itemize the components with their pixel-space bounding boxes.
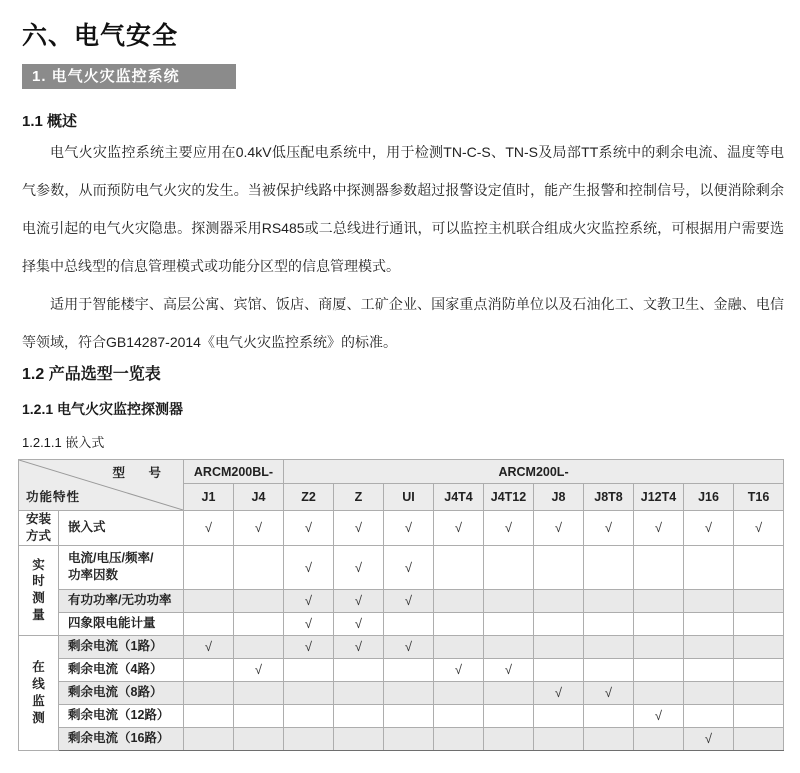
product-selection-table-wrap xyxy=(18,459,784,751)
check-mark-cell: √ xyxy=(284,589,334,612)
empty-cell xyxy=(434,681,484,704)
empty-cell xyxy=(534,658,584,681)
check-mark-cell: √ xyxy=(184,511,234,546)
empty-cell xyxy=(484,635,534,658)
model-column-header: J4T12 xyxy=(484,484,534,511)
empty-cell xyxy=(634,545,684,589)
empty-cell xyxy=(184,658,234,681)
model-column-header: J12T4 xyxy=(634,484,684,511)
model-column-header: Z2 xyxy=(284,484,334,511)
check-mark-cell: √ xyxy=(534,511,584,546)
empty-cell xyxy=(684,681,734,704)
empty-cell xyxy=(534,727,584,750)
empty-cell xyxy=(334,658,384,681)
model-column-header: J16 xyxy=(684,484,734,511)
empty-cell xyxy=(634,635,684,658)
empty-cell xyxy=(234,589,284,612)
empty-cell xyxy=(234,704,284,727)
corner-label-model: 型 号 xyxy=(112,466,171,480)
check-mark-cell: √ xyxy=(484,511,534,546)
check-mark-cell: √ xyxy=(234,511,284,546)
body-text xyxy=(22,133,784,361)
check-mark-cell: √ xyxy=(434,658,484,681)
check-mark-cell: √ xyxy=(384,635,434,658)
model-family-header: ARCM200L- xyxy=(284,460,784,484)
empty-cell xyxy=(684,635,734,658)
corner-label-function: 功能特性 xyxy=(26,490,81,504)
empty-cell xyxy=(634,612,684,635)
table-corner-cell xyxy=(19,460,184,511)
table-row xyxy=(19,635,784,658)
empty-cell xyxy=(634,589,684,612)
table-row xyxy=(19,727,784,750)
empty-cell xyxy=(384,612,434,635)
check-mark-cell: √ xyxy=(284,612,334,635)
model-column-header: J1 xyxy=(184,484,234,511)
check-mark-cell: √ xyxy=(734,511,784,546)
empty-cell xyxy=(434,545,484,589)
check-mark-cell: √ xyxy=(484,658,534,681)
table-row xyxy=(19,545,784,589)
model-column-header: J8T8 xyxy=(584,484,634,511)
product-selection-table xyxy=(18,459,784,751)
empty-cell xyxy=(734,612,784,635)
empty-cell xyxy=(734,545,784,589)
empty-cell xyxy=(734,681,784,704)
empty-cell xyxy=(684,658,734,681)
empty-cell xyxy=(534,589,584,612)
empty-cell xyxy=(334,704,384,727)
empty-cell xyxy=(584,658,634,681)
page-title: 六、电气安全 xyxy=(22,22,179,50)
empty-cell xyxy=(484,704,534,727)
check-mark-cell: √ xyxy=(384,511,434,546)
empty-cell xyxy=(234,612,284,635)
empty-cell xyxy=(384,658,434,681)
empty-cell xyxy=(734,658,784,681)
empty-cell xyxy=(484,727,534,750)
empty-cell xyxy=(234,635,284,658)
table-row xyxy=(19,612,784,635)
group-label: 在 线 监 测 xyxy=(19,635,59,750)
table-row xyxy=(19,658,784,681)
empty-cell xyxy=(234,681,284,704)
empty-cell xyxy=(234,545,284,589)
empty-cell xyxy=(534,545,584,589)
row-label: 剩余电流（16路） xyxy=(59,727,184,750)
empty-cell xyxy=(734,635,784,658)
empty-cell xyxy=(334,727,384,750)
check-mark-cell: √ xyxy=(684,727,734,750)
empty-cell xyxy=(384,681,434,704)
group-label: 安装 方式 xyxy=(19,511,59,546)
model-family-header: ARCM200BL- xyxy=(184,460,284,484)
row-label: 嵌入式 xyxy=(59,511,184,546)
model-column-header: Z xyxy=(334,484,384,511)
row-label: 剩余电流（8路） xyxy=(59,681,184,704)
model-column-header: UI xyxy=(384,484,434,511)
empty-cell xyxy=(434,704,484,727)
empty-cell xyxy=(484,545,534,589)
empty-cell xyxy=(484,612,534,635)
empty-cell xyxy=(584,545,634,589)
check-mark-cell: √ xyxy=(334,612,384,635)
check-mark-cell: √ xyxy=(434,511,484,546)
empty-cell xyxy=(434,635,484,658)
empty-cell xyxy=(184,589,234,612)
paragraph-intro: 电气火灾监控系统主要应用在0.4kV低压配电系统中，用于检测TN-C-S、TN-S及局部TT系统中的剩余电流、温度等电气参数，从而预防电气火灾的发生。当被保护线路中探测器参数超过报警设定值时，能产生报警和控制信号，以便消除剩余电流引起的电气火灾隐患。探测器采用RS485或二总线进行通讯，可以监控主机联合组成火灾监控系统，可根据用户需要选择集中总线型的信息管理模式或功能分区型的信息管理模式。 xyxy=(22,144,784,274)
empty-cell xyxy=(484,589,534,612)
check-mark-cell: √ xyxy=(384,545,434,589)
empty-cell xyxy=(584,612,634,635)
empty-cell xyxy=(184,704,234,727)
heading-overview: 1.1 概述 xyxy=(22,113,78,130)
empty-cell xyxy=(684,589,734,612)
group-label: 实 时 测 量 xyxy=(19,545,59,635)
row-label: 剩余电流（1路） xyxy=(59,635,184,658)
empty-cell xyxy=(534,612,584,635)
empty-cell xyxy=(234,727,284,750)
empty-cell xyxy=(434,612,484,635)
row-label: 剩余电流（12路） xyxy=(59,704,184,727)
model-column-header: J4 xyxy=(234,484,284,511)
check-mark-cell: √ xyxy=(384,589,434,612)
empty-cell xyxy=(484,681,534,704)
empty-cell xyxy=(284,727,334,750)
check-mark-cell: √ xyxy=(634,511,684,546)
empty-cell xyxy=(634,681,684,704)
check-mark-cell: √ xyxy=(334,511,384,546)
empty-cell xyxy=(534,704,584,727)
row-label: 电流/电压/频率/ 功率因数 xyxy=(59,545,184,589)
empty-cell xyxy=(184,681,234,704)
empty-cell xyxy=(734,704,784,727)
empty-cell xyxy=(534,635,584,658)
empty-cell xyxy=(584,589,634,612)
empty-cell xyxy=(384,704,434,727)
empty-cell xyxy=(284,704,334,727)
check-mark-cell: √ xyxy=(584,511,634,546)
empty-cell xyxy=(584,704,634,727)
check-mark-cell: √ xyxy=(334,545,384,589)
check-mark-cell: √ xyxy=(184,635,234,658)
empty-cell xyxy=(434,727,484,750)
row-label: 四象限电能计量 xyxy=(59,612,184,635)
heading-embedded-type: 1.2.1.1 嵌入式 xyxy=(22,435,105,450)
empty-cell xyxy=(734,727,784,750)
empty-cell xyxy=(184,727,234,750)
empty-cell xyxy=(584,727,634,750)
model-column-header: T16 xyxy=(734,484,784,511)
check-mark-cell: √ xyxy=(284,635,334,658)
empty-cell xyxy=(284,658,334,681)
section-banner: 1. 电气火灾监控系统 xyxy=(22,64,236,89)
check-mark-cell: √ xyxy=(584,681,634,704)
empty-cell xyxy=(684,612,734,635)
table-row xyxy=(19,589,784,612)
row-label: 有功功率/无功功率 xyxy=(59,589,184,612)
check-mark-cell: √ xyxy=(634,704,684,727)
empty-cell xyxy=(584,635,634,658)
empty-cell xyxy=(184,612,234,635)
empty-cell xyxy=(634,727,684,750)
check-mark-cell: √ xyxy=(284,545,334,589)
empty-cell xyxy=(434,589,484,612)
empty-cell xyxy=(334,681,384,704)
empty-cell xyxy=(634,658,684,681)
check-mark-cell: √ xyxy=(334,589,384,612)
row-label: 剩余电流（4路） xyxy=(59,658,184,681)
check-mark-cell: √ xyxy=(334,635,384,658)
table-row xyxy=(19,511,784,546)
empty-cell xyxy=(284,681,334,704)
check-mark-cell: √ xyxy=(234,658,284,681)
empty-cell xyxy=(734,589,784,612)
paragraph-applications: 适用于智能楼宇、高层公寓、宾馆、饭店、商厦、工矿企业、国家重点消防单位以及石油化工、文教卫生、金融、电信等领域，符合GB14287-2014《电气火灾监控系统》的标准。 xyxy=(22,296,784,350)
heading-detector: 1.2.1 电气火灾监控探测器 xyxy=(22,401,184,417)
check-mark-cell: √ xyxy=(684,511,734,546)
table-row xyxy=(19,704,784,727)
model-column-header: J8 xyxy=(534,484,584,511)
empty-cell xyxy=(684,704,734,727)
empty-cell xyxy=(684,545,734,589)
table-row xyxy=(19,681,784,704)
empty-cell xyxy=(384,727,434,750)
heading-product-selection: 1.2 产品选型一览表 xyxy=(22,366,161,383)
check-mark-cell: √ xyxy=(534,681,584,704)
check-mark-cell: √ xyxy=(284,511,334,546)
empty-cell xyxy=(184,545,234,589)
model-column-header: J4T4 xyxy=(434,484,484,511)
